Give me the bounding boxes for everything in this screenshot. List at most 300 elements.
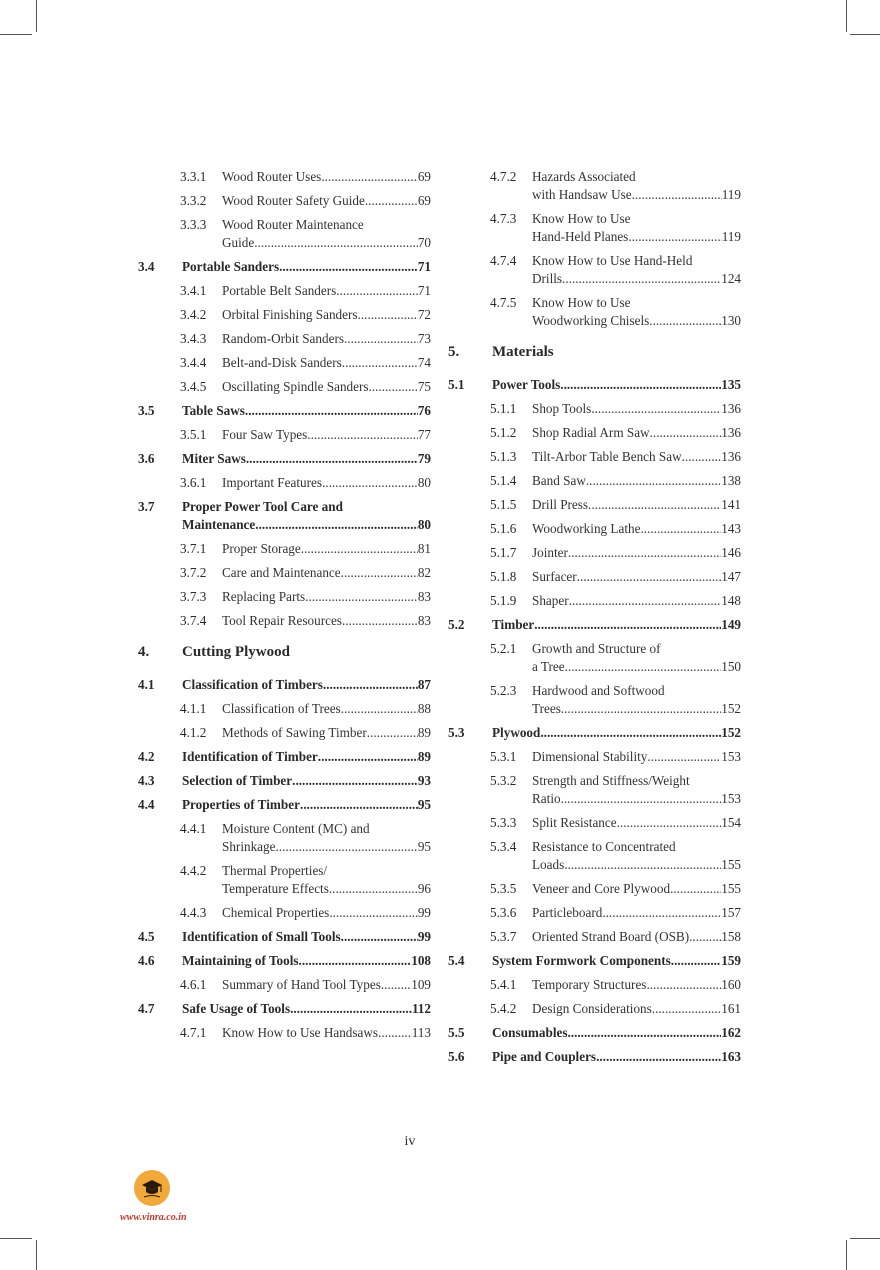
dot-leader — [329, 880, 418, 898]
toc-section[interactable] — [138, 928, 431, 946]
toc-page-number: 155 — [721, 857, 741, 872]
toc-entry-body — [532, 772, 741, 808]
dot-leader — [321, 168, 418, 186]
toc-subsection[interactable] — [448, 592, 741, 610]
toc-entry-line — [532, 294, 741, 312]
toc-section[interactable] — [448, 1048, 741, 1066]
toc-chapter[interactable] — [448, 342, 741, 362]
toc-page-number: 112 — [411, 1001, 431, 1016]
toc-entry-line — [182, 450, 431, 468]
toc-entry-number: 5.1.9 — [490, 593, 517, 608]
toc-entry-line — [532, 520, 741, 538]
toc-entry-line — [532, 838, 741, 856]
toc-entry-line — [532, 270, 741, 288]
toc-entry-line — [532, 904, 741, 922]
toc-subsection[interactable] — [138, 192, 431, 210]
toc-entry-line — [492, 342, 741, 362]
toc-page-number: 89 — [417, 725, 431, 740]
toc-page-number: 96 — [417, 881, 431, 896]
toc-entry-body — [222, 216, 431, 252]
toc-page-number: 108 — [411, 953, 431, 968]
toc-entry-body — [182, 748, 431, 766]
toc-entry-line — [532, 814, 741, 832]
dot-leader — [369, 378, 418, 396]
toc-entry-line — [222, 306, 431, 324]
toc-page-number: 72 — [417, 307, 431, 322]
toc-page-number: 71 — [417, 283, 431, 298]
toc-page-number: 113 — [411, 1025, 431, 1040]
toc-entry-title: Identification of Small Tools — [182, 929, 341, 944]
toc-subsection[interactable] — [448, 424, 741, 442]
toc-entry-line — [532, 228, 741, 246]
toc-entry-title: Hazards Associated — [532, 169, 636, 184]
toc-page-number: 75 — [417, 379, 431, 394]
toc-entry-number: 5.1 — [448, 377, 465, 392]
toc-entry-title: Shaper — [532, 593, 569, 608]
toc-entry-title: Proper Storage — [222, 541, 301, 556]
publisher-logo — [134, 1170, 170, 1206]
toc-entry-number: 3.7.4 — [180, 613, 207, 628]
website-link[interactable]: www.vinra.co.in — [120, 1212, 187, 1223]
dot-leader — [358, 306, 418, 324]
toc-subsection[interactable] — [448, 814, 741, 832]
toc-entry-title: Chemical Properties — [222, 905, 330, 920]
toc-entry-title: Classification of Timbers — [182, 677, 323, 692]
toc-entry-number: 4.4 — [138, 797, 155, 812]
toc-entry-body — [182, 952, 431, 970]
dot-leader — [344, 330, 418, 348]
toc-subsection[interactable] — [138, 216, 431, 252]
toc-entry-title: Wood Router Safety Guide — [222, 193, 365, 208]
toc-entry-body — [492, 616, 741, 634]
toc-page-number: 95 — [417, 839, 431, 854]
toc-entry-number: 4.1.2 — [180, 725, 207, 740]
toc-subsection[interactable] — [448, 168, 741, 204]
toc-subsection[interactable] — [448, 520, 741, 538]
toc-subsection[interactable] — [138, 564, 431, 582]
toc-entry-title: Materials — [492, 344, 554, 360]
toc-entry-line — [222, 862, 431, 880]
toc-entry-number: 3.3.1 — [180, 169, 207, 184]
toc-subsection[interactable] — [448, 472, 741, 490]
dot-leader — [329, 904, 418, 922]
toc-entry-title: Strength and Stiffness/Weight — [532, 773, 690, 788]
toc-subsection[interactable] — [448, 682, 741, 718]
toc-entry-title: Power Tools — [492, 377, 561, 392]
toc-page-number: 99 — [417, 905, 431, 920]
toc-entry-line — [222, 700, 431, 718]
dot-leader — [255, 516, 418, 534]
dot-leader — [292, 772, 418, 790]
toc-section[interactable] — [138, 498, 431, 534]
toc-page-number: 141 — [721, 497, 741, 512]
toc-entry-body — [532, 976, 741, 994]
dot-leader — [650, 424, 722, 442]
toc-entry-number: 3.7 — [138, 499, 155, 514]
toc-page-number: 73 — [417, 331, 431, 346]
toc-subsection[interactable] — [138, 904, 431, 922]
toc-entry-title: Pipe and Couplers — [492, 1049, 597, 1064]
toc-entry-title: Loads — [532, 857, 565, 872]
toc-section[interactable] — [138, 402, 431, 420]
toc-entry-number: 3.7.2 — [180, 565, 207, 580]
toc-entry-line — [222, 234, 431, 252]
toc-subsection[interactable] — [448, 400, 741, 418]
toc-subsection[interactable] — [138, 168, 431, 186]
toc-entry-title: Drills — [532, 271, 563, 286]
toc-entry-line — [222, 588, 431, 606]
toc-entry-line — [532, 210, 741, 228]
toc-page-number: 95 — [417, 797, 431, 812]
toc-page-number: 119 — [721, 187, 741, 202]
toc-entry-line — [532, 472, 741, 490]
toc-subsection[interactable] — [448, 904, 741, 922]
toc-page-number: 87 — [417, 677, 431, 692]
toc-entry-number: 5.3.3 — [490, 815, 517, 830]
toc-entry-line — [182, 796, 431, 814]
crop-mark — [36, 0, 37, 32]
toc-entry-title: Safe Usage of Tools — [182, 1001, 291, 1016]
toc-entry-number: 4.7.4 — [490, 253, 517, 268]
toc-entry-line — [532, 1000, 741, 1018]
toc-page-number: 143 — [721, 521, 741, 536]
crop-mark — [850, 1238, 880, 1239]
toc-section[interactable] — [448, 952, 741, 970]
toc-subsection[interactable] — [448, 838, 741, 874]
toc-subsection[interactable] — [448, 210, 741, 246]
toc-page-number: 155 — [721, 881, 741, 896]
toc-entry-body — [222, 378, 431, 396]
toc-entry-title: Cutting Plywood — [182, 644, 290, 660]
crop-mark — [846, 0, 847, 32]
toc-entry-number: 3.3.3 — [180, 217, 207, 232]
toc-entry-number: 5.1.5 — [490, 497, 517, 512]
toc-entry-line — [222, 474, 431, 492]
toc-page-number: 83 — [417, 613, 431, 628]
toc-entry-line — [532, 186, 741, 204]
toc-page-number: 136 — [721, 401, 741, 416]
toc-entry-title: Proper Power Tool Care and — [182, 499, 343, 514]
toc-entry-number: 5.1.4 — [490, 473, 517, 488]
toc-entry-line — [532, 772, 741, 790]
toc-entry-body — [182, 450, 431, 468]
toc-entry-body — [182, 1000, 431, 1018]
toc-subsection[interactable] — [138, 354, 431, 372]
toc-entry-line — [532, 748, 741, 766]
toc-subsection[interactable] — [138, 862, 431, 898]
toc-entry-body — [222, 862, 431, 898]
toc-subsection[interactable] — [448, 448, 741, 466]
toc-entry-body — [492, 724, 741, 742]
toc-page-number: 80 — [417, 475, 431, 490]
toc-subsection[interactable] — [138, 540, 431, 558]
toc-entry-number: 5.6 — [448, 1049, 465, 1064]
toc-page-number: 154 — [721, 815, 741, 830]
toc-subsection[interactable] — [138, 426, 431, 444]
toc-entry-title: Summary of Hand Tool Types — [222, 977, 381, 992]
toc-subsection[interactable] — [138, 378, 431, 396]
toc-page-number: 161 — [721, 1001, 741, 1016]
toc-entry-title: Shop Radial Arm Saw — [532, 425, 650, 440]
toc-entry-title: Woodworking Lathe — [532, 521, 641, 536]
toc-entry-line — [182, 258, 431, 276]
toc-entry-body — [222, 820, 431, 856]
dot-leader — [565, 658, 722, 676]
toc-subsection[interactable] — [448, 544, 741, 562]
toc-entry-number: 5.3.6 — [490, 905, 517, 920]
toc-entry-body — [182, 796, 431, 814]
toc-page-number: 147 — [721, 569, 741, 584]
toc-entry-line — [222, 168, 431, 186]
toc-entry-body — [222, 426, 431, 444]
toc-subsection[interactable] — [138, 976, 431, 994]
toc-entry-number: 3.5 — [138, 403, 155, 418]
toc-subsection[interactable] — [448, 640, 741, 676]
toc-entry-number: 5.2.1 — [490, 641, 517, 656]
dot-leader — [342, 354, 418, 372]
toc-entry-line — [222, 378, 431, 396]
toc-entry-line — [222, 354, 431, 372]
crop-mark — [36, 1240, 37, 1270]
dot-leader — [588, 496, 721, 514]
toc-entry-body — [222, 612, 431, 630]
toc-entry-number: 4.6.1 — [180, 977, 207, 992]
dot-leader — [246, 450, 418, 468]
toc-entry-line — [532, 880, 741, 898]
toc-entry-title: Split Resistance — [532, 815, 617, 830]
toc-page-number: 88 — [417, 701, 431, 716]
toc-section[interactable] — [138, 450, 431, 468]
toc-entry-number: 5.1.6 — [490, 521, 517, 536]
dot-leader — [646, 976, 721, 994]
toc-entry-body — [222, 700, 431, 718]
toc-section[interactable] — [448, 376, 741, 394]
toc-entry-line — [532, 856, 741, 874]
toc-entry-line — [222, 820, 431, 838]
toc-page-number: 74 — [417, 355, 431, 370]
dot-leader — [564, 856, 721, 874]
dot-leader — [381, 976, 411, 994]
toc-subsection[interactable] — [448, 976, 741, 994]
toc-section[interactable] — [138, 952, 431, 970]
toc-subsection[interactable] — [448, 568, 741, 586]
dot-leader — [341, 564, 418, 582]
toc-entry-body — [532, 448, 741, 466]
toc-subsection[interactable] — [138, 306, 431, 324]
toc-entry-line — [492, 376, 741, 394]
toc-section[interactable] — [138, 772, 431, 790]
dot-leader — [318, 748, 418, 766]
toc-entry-title: Oscillating Spindle Sanders — [222, 379, 369, 394]
toc-page-number: 93 — [417, 773, 431, 788]
toc-entry-line — [222, 192, 431, 210]
toc-entry-title: Plywood — [492, 725, 541, 740]
toc-entry-body — [532, 880, 741, 898]
toc-entry-body — [532, 748, 741, 766]
toc-right-column — [448, 168, 741, 1072]
toc-subsection[interactable] — [138, 612, 431, 630]
toc-entry-title: Wood Router Maintenance — [222, 217, 364, 232]
toc-entry-number: 5.2.3 — [490, 683, 517, 698]
toc-page-number: 136 — [721, 425, 741, 440]
toc-subsection[interactable] — [448, 1000, 741, 1018]
toc-entry-line — [492, 724, 741, 742]
toc-page-number: 83 — [417, 589, 431, 604]
toc-page-number: 71 — [417, 259, 431, 274]
toc-page-number: 89 — [417, 749, 431, 764]
toc-entry-line — [492, 1048, 741, 1066]
toc-subsection[interactable] — [448, 496, 741, 514]
toc-entry-number: 4.2 — [138, 749, 155, 764]
toc-entry-number: 3.3.2 — [180, 193, 207, 208]
toc-section[interactable] — [138, 796, 431, 814]
toc-subsection[interactable] — [448, 772, 741, 808]
toc-entry-title: Care and Maintenance — [222, 565, 341, 580]
toc-subsection[interactable] — [138, 330, 431, 348]
dot-leader — [322, 474, 418, 492]
toc-entry-title: Particleboard — [532, 905, 603, 920]
toc-entry-line — [222, 1024, 431, 1042]
dot-leader — [577, 568, 722, 586]
dot-leader — [534, 616, 721, 634]
toc-page-number: 150 — [721, 659, 741, 674]
dot-leader — [640, 520, 721, 538]
toc-entry-title: Belt-and-Disk Sanders — [222, 355, 342, 370]
toc-entry-title: Replacing Parts — [222, 589, 306, 604]
toc-entry-number: 5.3 — [448, 725, 465, 740]
toc-entry-body — [492, 342, 741, 362]
toc-entry-title: Veneer and Core Plywood — [532, 881, 671, 896]
toc-entry-number: 4.5 — [138, 929, 155, 944]
toc-section[interactable] — [448, 616, 741, 634]
toc-entry-number: 3.7.1 — [180, 541, 207, 556]
toc-entry-title: Timber — [492, 617, 535, 632]
toc-entry-title: Know How to Use — [532, 295, 631, 310]
toc-entry-line — [182, 772, 431, 790]
toc-section[interactable] — [448, 724, 741, 742]
toc-entry-body — [222, 904, 431, 922]
toc-subsection[interactable] — [448, 252, 741, 288]
toc-entry-body — [222, 168, 431, 186]
toc-entry-number: 4.7.3 — [490, 211, 517, 226]
dot-leader — [682, 448, 722, 466]
toc-section[interactable] — [138, 748, 431, 766]
toc-entry-number: 5.5 — [448, 1025, 465, 1040]
toc-entry-title: Orbital Finishing Sanders — [222, 307, 358, 322]
toc-entry-number: 5.3.1 — [490, 749, 517, 764]
toc-subsection[interactable] — [138, 820, 431, 856]
toc-entry-title: Thermal Properties/ — [222, 863, 328, 878]
toc-chapter[interactable] — [138, 642, 431, 662]
toc-subsection[interactable] — [138, 282, 431, 300]
toc-entry-line — [182, 748, 431, 766]
toc-page-number: 80 — [417, 517, 431, 532]
toc-entry-body — [222, 282, 431, 300]
toc-entry-line — [532, 312, 741, 330]
toc-page-number: 69 — [417, 169, 431, 184]
toc-entry-title: Surfacer — [532, 569, 577, 584]
toc-subsection[interactable] — [448, 294, 741, 330]
toc-subsection[interactable] — [448, 928, 741, 946]
toc-entry-body — [532, 904, 741, 922]
toc-entry-body — [492, 1024, 741, 1042]
toc-entry-number: 5.4.2 — [490, 1001, 517, 1016]
toc-entry-title: Trees — [532, 701, 561, 716]
toc-page-number: 159 — [721, 953, 741, 968]
toc-subsection[interactable] — [138, 474, 431, 492]
toc-entry-body — [532, 640, 741, 676]
toc-entry-body — [532, 496, 741, 514]
toc-page-number: 153 — [721, 749, 741, 764]
toc-entry-number: 3.7.3 — [180, 589, 207, 604]
toc-page-number: 119 — [721, 229, 741, 244]
page-number: iv — [404, 1134, 416, 1149]
toc-subsection[interactable] — [138, 724, 431, 742]
toc-entry-title: Four Saw Types — [222, 427, 308, 442]
dot-leader — [365, 192, 418, 210]
toc-entry-title: Resistance to Concentrated — [532, 839, 676, 854]
toc-entry-line — [532, 928, 741, 946]
toc-entry-line — [532, 448, 741, 466]
toc-page-number: 69 — [417, 193, 431, 208]
toc-subsection[interactable] — [138, 1024, 431, 1042]
toc-entry-title: Miter Saws — [182, 451, 246, 466]
toc-section[interactable] — [138, 258, 431, 276]
toc-subsection[interactable] — [448, 748, 741, 766]
toc-entry-title: Hand-Held Planes — [532, 229, 629, 244]
toc-entry-number: 4.6 — [138, 953, 155, 968]
toc-section[interactable] — [138, 676, 431, 694]
toc-entry-number: 4.4.2 — [180, 863, 207, 878]
toc-entry-line — [222, 540, 431, 558]
toc-page-number: 153 — [721, 791, 741, 806]
dot-leader — [378, 1024, 412, 1042]
toc-entry-line — [532, 568, 741, 586]
toc-section[interactable] — [138, 1000, 431, 1018]
toc-entry-number: 5.3.5 — [490, 881, 517, 896]
toc-entry-title: Hardwood and Softwood — [532, 683, 665, 698]
dot-leader — [689, 928, 721, 946]
toc-entry-line — [532, 658, 741, 676]
toc-entry-number: 4.7.2 — [490, 169, 517, 184]
toc-subsection[interactable] — [138, 588, 431, 606]
toc-entry-body — [182, 642, 431, 662]
toc-subsection[interactable] — [448, 880, 741, 898]
dot-leader — [628, 228, 721, 246]
toc-entry-title: Dimensional Stability — [532, 749, 648, 764]
dot-leader — [596, 1048, 721, 1066]
toc-entry-line — [222, 612, 431, 630]
toc-subsection[interactable] — [138, 700, 431, 718]
toc-entry-number: 5.1.1 — [490, 401, 517, 416]
toc-page-number: 162 — [721, 1025, 741, 1040]
toc-page-number: 157 — [721, 905, 741, 920]
dot-leader — [254, 234, 418, 252]
dot-leader — [591, 400, 721, 418]
toc-page-number: 82 — [417, 565, 431, 580]
toc-entry-number: 5.1.8 — [490, 569, 517, 584]
toc-section[interactable] — [448, 1024, 741, 1042]
toc-entry-body — [222, 192, 431, 210]
toc-entry-number: 5.1.2 — [490, 425, 517, 440]
toc-page-number: 135 — [721, 377, 741, 392]
toc-entry-body — [532, 592, 741, 610]
toc-page-number: 99 — [417, 929, 431, 944]
toc-entry-title: Identification of Timber — [182, 749, 318, 764]
toc-entry-number: 3.6 — [138, 451, 155, 466]
toc-entry-body — [532, 682, 741, 718]
toc-page-number: 70 — [417, 235, 431, 250]
